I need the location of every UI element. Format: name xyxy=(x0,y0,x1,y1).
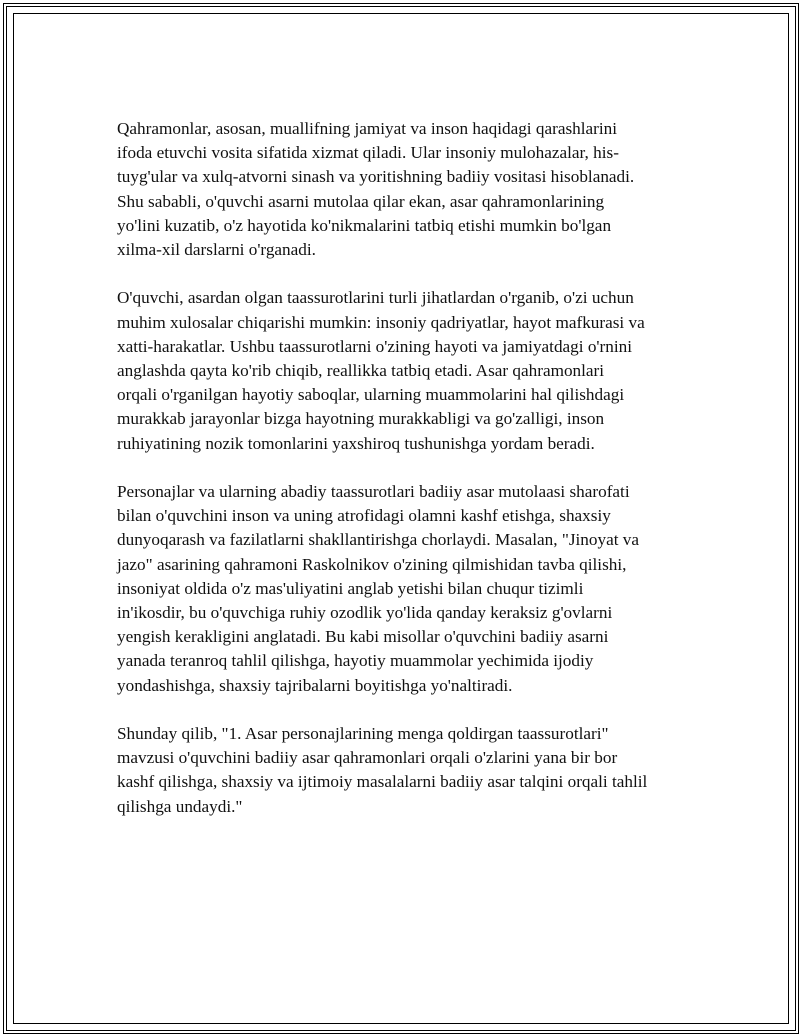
paragraph-3: Personajlar va ularning abadiy taassurotlari badiiy asar mutolaasi sharofati bilan o'quvchini inson va uning atrofidagi olamni kashf etishga, shaxsiy dunyoqarash va fazilatlarni shakllantirishga chorlaydi. Masalan, "Jinoyat va jazo" asarining qahramoni Raskolnikov o'zining qilmishidan tavba qilishi, insoniyat oldida o'z mas'uliyatini anglab yetishi bilan chuqur tizimli in'ikosdir, bu o'quvchiga ruhiy ozodlik yo'lida qanday keraksiz g'ovlarni yengish kerakligini anglatadi. Bu kabi misollar o'quvchini badiiy asarni yanada teranroq tahlil qilishga, hayotiy muammolar yechimida ijodiy yondashishga, shaxsiy tajribalarni boyitishga yo'naltiradi. xyxy=(117,482,640,695)
paragraph-1: Qahramonlar, asosan, muallifning jamiyat va inson haqidagi qarashlarini ifoda etuvchi vosita sifatida xizmat qiladi. Ular insoniy mulohazalar, his- tuyg'ular va xulq-atvorni sinash va yoritishning badiiy vositasi hisoblanadi. Shu sababli, o'quvchi asarni mutolaa qilar ekan, asar qahramonlarining yo'lini kuzatib, o'z hayotida ko'nikmalarini tatbiq etishi mumkin bo'lgan xilma-xil darslarni o'rganadi. xyxy=(117,119,635,260)
document-body xyxy=(117,117,697,843)
paragraph-2: O'quvchi, asardan olgan taassurotlarini turli jihatlardan o'rganib, o'zi uchun muhim xulosalar chiqarishi mumkin: insoniy qadriyatlar, hayot mafkurasi va xatti-harakatlar. Ushbu taassurotlarni o'zining hayoti va jamiyatdagi o'rnini anglashda qayta ko'rib chiqib, reallikka tatbiq etadi. Asar qahramonlari orqali o'rganilgan hayotiy saboqlar, ularning muammolarini hal qilishdagi murakkab jarayonlar bizga hayotning murakkabligi va go'zalligi, inson ruhiyatining nozik tomonlarini yaxshiroq tushunishga yordam beradi. xyxy=(117,288,645,453)
paragraph-4: Shunday qilib, "1. Asar personajlarining menga qoldirgan taassurotlari" mavzusi o'quvchini badiiy asar qahramonlari orqali o'zlarini yana bir bor kashf qilishga, shaxsiy va ijtimoiy masalalarni badiiy asar talqini orqali tahlil qilishga undaydi." xyxy=(117,724,648,816)
